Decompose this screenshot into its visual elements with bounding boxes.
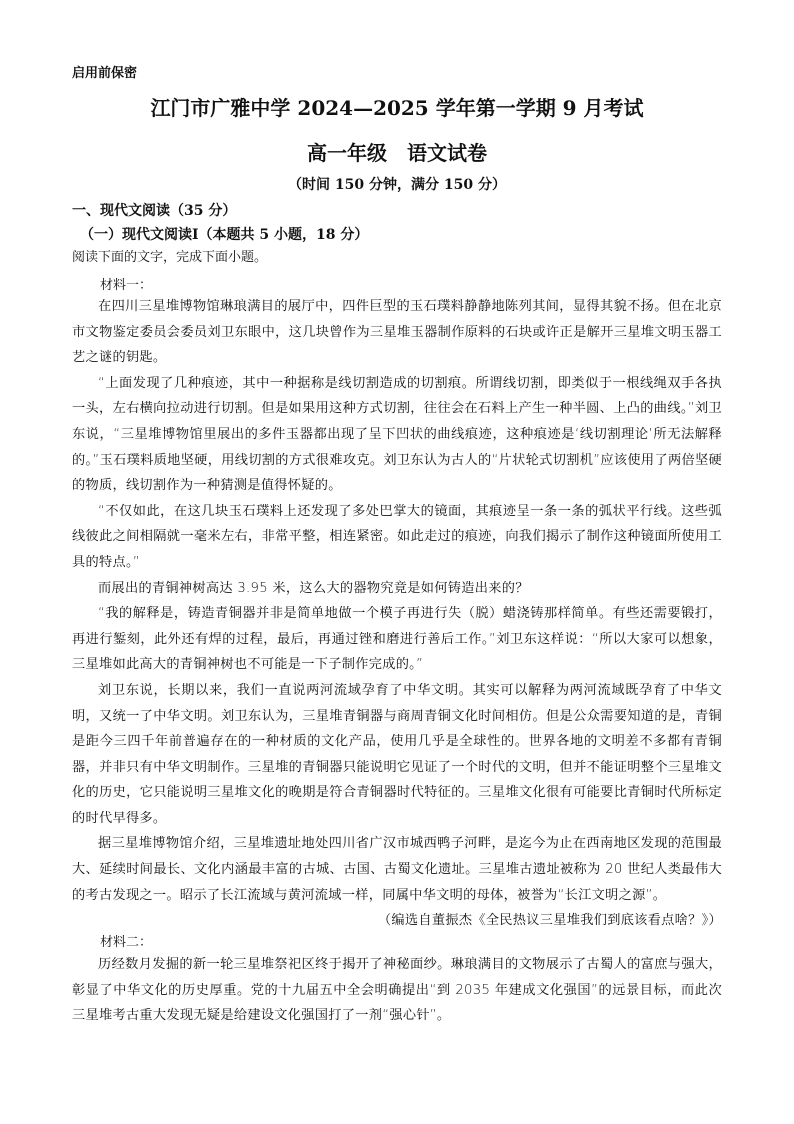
paragraph: 据三星堆博物馆介绍，三星堆遗址地处四川省广汉市城西鸭子河畔，是迄今为止在西南地区发现的范围最大、延续时间最长、文化内涵最丰富的古城、古国、古蜀文化遗址。三星堆古遗址被称为 20 世纪人类最伟大的考古发现之一。昭示了长江流域与黄河流域一样，同属中华文明的母体，被誉为“长江文明之源”。 bbox=[72, 836, 722, 903]
paragraph: “我的解释是，铸造青铜器并非是简单地做一个模子再进行失（脱）蜡浇铸那样简单。有些还需要锻打，再进行錾刻，此外还有焊的过程，最后，再通过锉和磨进行善后工作。”刘卫东这样说：“所以大家可以想象，三星堆如此高大的青铜神树也不可能是一下子制作完成的。” bbox=[72, 606, 722, 673]
material1-label: 材料一： bbox=[100, 278, 153, 293]
paragraph: 刘卫东说，长期以来，我们一直说两河流域孕育了中华文明。其实可以解释为两河流域既孕育了中华文明，又统一了中华文明。刘卫东认为，三星堆青铜器与商周青铜文化时间相仿。但是公众需要知道的是，青铜是距今三四千年前普遍存在的一种材质的文化产品，使用几乎是全球性的。世界各地的文明差不多都有青铜器，并非只有中华文明制作。三星堆的青铜器只能说明它见证了一个时代的文明，但并不能证明整个三星堆文化的历史，它只能说明三星堆文化的晚期是符合青铜器时代特征的。三星堆文化很有可能要比青铜时代所标定的时代早得多。 bbox=[72, 682, 722, 826]
paragraph: “上面发现了几种痕迹，其中一种据称是线切割造成的切割痕。所谓线切割，即类似于一根线绳双手各执一头，左右横向拉动进行切割。但是如果用这种方式切割，往往会在石料上产生一种半圆、上凸的曲线。”刘卫东说，“三星堆博物馆里展出的多件玉器都出现了呈下凹状的曲线痕迹，这种痕迹是‘线切割理论’所无法解释的。”玉石璞料质地坚硬，用线切割的方式很难攻克。刘卫东认为古人的“片状轮式切割机”应该使用了两倍坚硬的物质，线切割作为一种猜测是值得怀疑的。 bbox=[72, 375, 722, 494]
instruction: 阅读下面的文字，完成下面小题。 bbox=[72, 250, 268, 265]
confidential-note: 启用前保密 bbox=[72, 66, 138, 81]
paragraph: 在四川三星堆博物馆琳琅满目的展厅中，四件巨型的玉石璞料静静地陈列其间，显得其貌不扬。但在北京市文物鉴定委员会委员刘卫东眼中，这几块曾作为三星堆玉器制作原料的石块或许正是解开三星堆文明玉器工艺之谜的钥匙。 bbox=[72, 299, 722, 366]
exam-title: 江门市广雅中学 2024—2025 学年第一学期 9 月考试 bbox=[150, 96, 644, 120]
material2-label: 材料二： bbox=[100, 935, 153, 950]
exam-subtitle: 高一年级 语文试卷 bbox=[307, 141, 487, 165]
time-note: （时间 150 分钟，满分 150 分） bbox=[288, 177, 506, 193]
sub-section-heading: （一）现代文阅读Ⅰ（本题共 5 小题，18 分） bbox=[80, 227, 369, 243]
material2-body bbox=[72, 952, 722, 1029]
paragraph: 而展出的青铜神树高达 3.95 米，这么大的器物究竟是如何铸造出来的？ bbox=[98, 580, 529, 596]
paragraph: “不仅如此，在这几块玉石璞料上还发现了多处巴掌大的镜面，其痕迹呈一条一条的弧状平行线。这些弧线彼此之间相隔就一毫米左右，非常平整，相连紧密。如此走过的痕迹，向我们揭示了制作这种镜面所使用工具的特点。” bbox=[72, 503, 722, 570]
material1-source: （编选自董振杰《全民热议三星堆我们到底该看点啥？》） bbox=[377, 913, 722, 929]
material1-body bbox=[72, 294, 722, 934]
paragraph: 历经数月发掘的新一轮三星堆祭祀区终于揭开了神秘面纱。琳琅满目的文物展示了古蜀人的富庶与强大，彰显了中华文化的历史厚重。党的十九届五中全会明确提出“到 2035 年建成文化强国”的远景目标，而此次三星堆考古重大发现无疑是给建设文化强国打了一剂“强心针”。 bbox=[72, 957, 722, 1024]
section-heading: 一、现代文阅读（35 分） bbox=[72, 203, 237, 219]
